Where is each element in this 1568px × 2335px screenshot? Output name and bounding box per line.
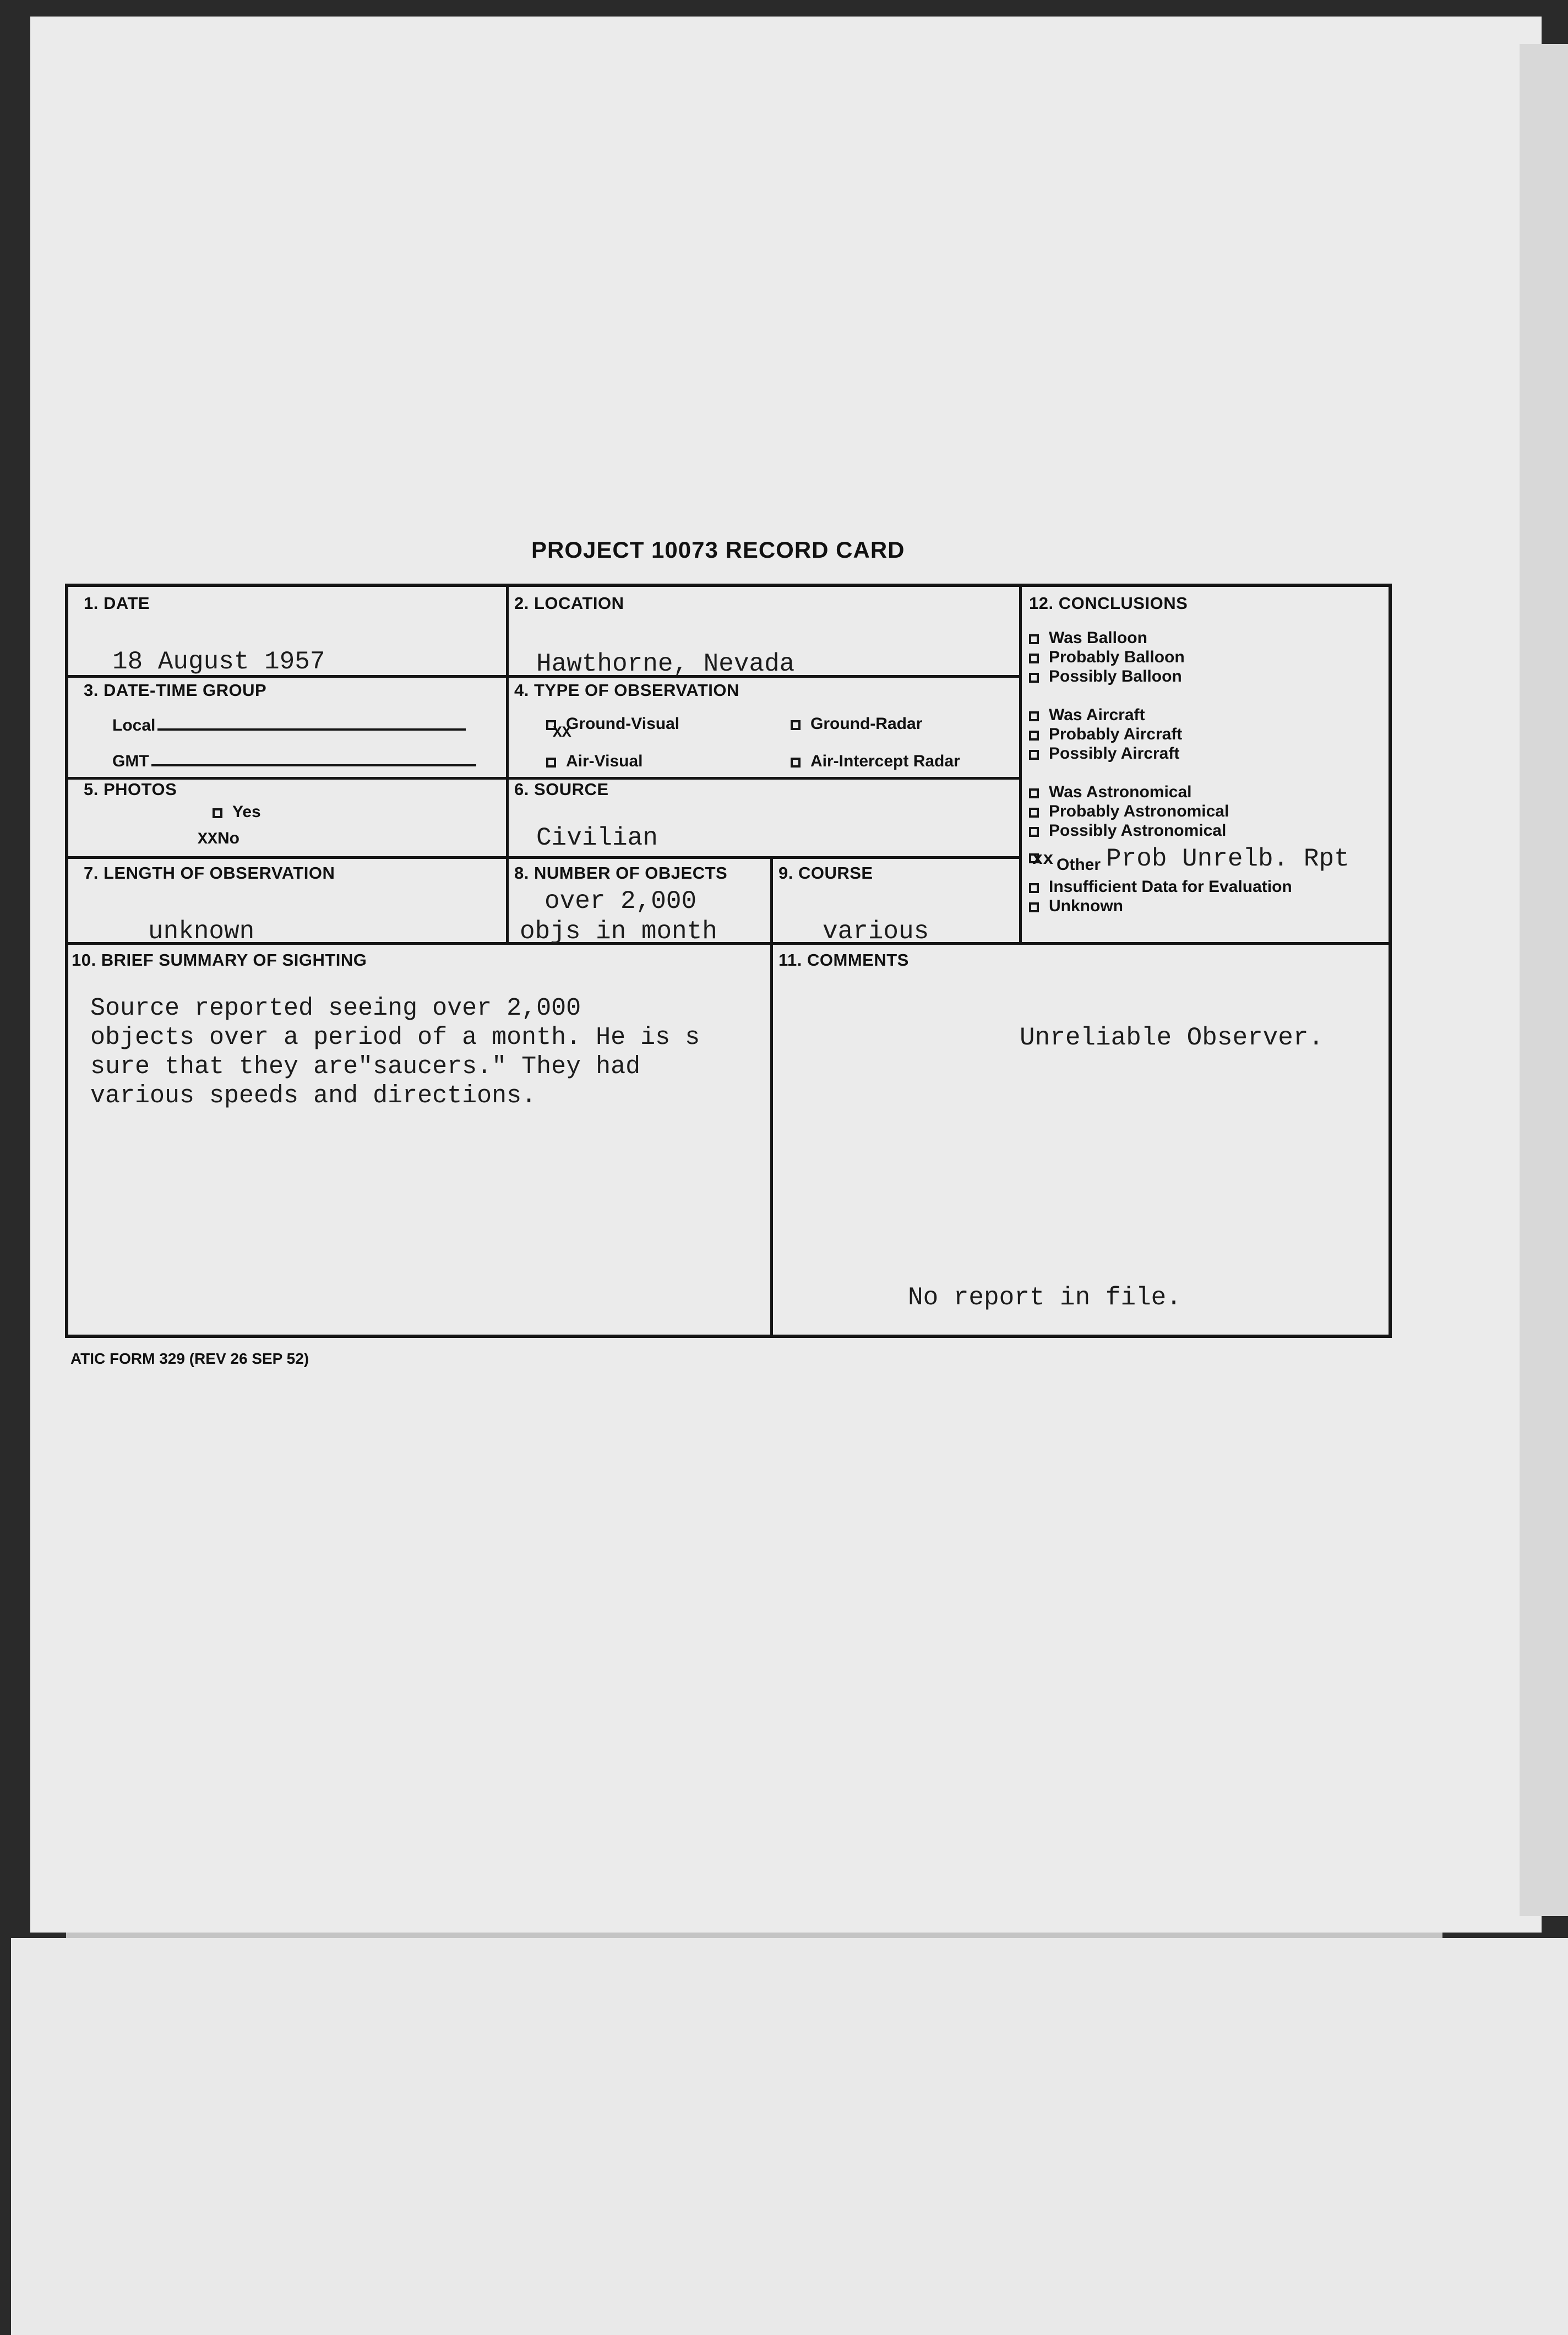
- other-label: Other: [1057, 856, 1101, 874]
- local-field: [112, 716, 466, 735]
- conclusion-insufficient: [1029, 878, 1292, 896]
- other-mark: xx: [1032, 849, 1054, 869]
- photos-label: 5. PHOTOS: [84, 780, 177, 799]
- local-line: [157, 728, 466, 731]
- checkbox-icon: [1029, 673, 1039, 683]
- location-value: Hawthorne, Nevada: [536, 650, 795, 678]
- conclusion-label: Was Balloon: [1049, 629, 1147, 647]
- summary-line: various speeds and directions.: [90, 1082, 537, 1110]
- length-label: 7. LENGTH OF OBSERVATION: [84, 863, 335, 883]
- conclusion-label: Probably Astronomical: [1049, 802, 1229, 820]
- conclusion-label: Unknown: [1049, 897, 1123, 915]
- card-title: PROJECT 10073 RECORD CARD: [531, 537, 905, 563]
- divider: [68, 856, 1022, 859]
- comments-line2: No report in file.: [908, 1283, 1182, 1312]
- photos-yes-option: [213, 803, 261, 821]
- comments-label: 11. COMMENTS: [778, 950, 909, 970]
- photos-no-option: [198, 829, 239, 849]
- date-value: 18 August 1957: [112, 647, 325, 676]
- checkbox-icon: [1029, 731, 1039, 741]
- conclusion-other: [1029, 845, 1349, 874]
- summary-line: Source reported seeing over 2,000: [90, 994, 581, 1022]
- conclusion-item: [1029, 648, 1185, 667]
- checkbox-icon: [1029, 827, 1039, 837]
- checkbox-icon: [1029, 711, 1039, 721]
- ground-radar-label: Ground-Radar: [810, 715, 923, 733]
- air-intercept-radar-label: Air-Intercept Radar: [810, 752, 960, 770]
- local-label: Local: [112, 716, 156, 734]
- divider: [770, 859, 773, 1336]
- gmt-line: [151, 764, 476, 766]
- air-intercept-radar-option: [791, 752, 960, 771]
- conclusion-item: [1029, 667, 1182, 686]
- gmt-field: [112, 752, 476, 771]
- photos-no-mark: XX: [198, 830, 218, 849]
- divider: [506, 587, 509, 942]
- comments-line1: Unreliable Observer.: [1020, 1024, 1324, 1052]
- ground-visual-mark: XX: [553, 725, 571, 742]
- lower-sheet: [11, 1938, 1568, 2335]
- num-objects-line1: over 2,000: [545, 887, 697, 916]
- summary-line: sure that they are"saucers." They had: [90, 1053, 641, 1081]
- conclusion-item: [1029, 783, 1192, 802]
- photos-yes-label: Yes: [232, 803, 261, 821]
- conclusion-item: [1029, 706, 1145, 725]
- conclusion-item: [1029, 725, 1182, 744]
- observation-type-label: 4. TYPE OF OBSERVATION: [514, 681, 739, 700]
- num-objects-line2: objs in month: [520, 917, 717, 946]
- checkbox-icon: [213, 808, 222, 818]
- divider: [68, 942, 1390, 945]
- dtg-label: 3. DATE-TIME GROUP: [84, 681, 267, 700]
- gmt-label: GMT: [112, 752, 149, 770]
- length-value: unknown: [148, 917, 255, 946]
- air-visual-label: Air-Visual: [566, 752, 643, 770]
- conclusion-label: Was Aircraft: [1049, 706, 1145, 724]
- ground-radar-option: [791, 715, 922, 733]
- conclusion-label: Possibly Balloon: [1049, 667, 1182, 685]
- course-value: various: [823, 917, 929, 946]
- conclusion-item: [1029, 802, 1229, 821]
- conclusion-label: Possibly Aircraft: [1049, 744, 1180, 763]
- checkbox-icon: [791, 720, 801, 730]
- form-footer: ATIC FORM 329 (REV 26 SEP 52): [70, 1350, 309, 1367]
- paper-edge: [1520, 44, 1568, 1916]
- conclusion-label: Possibly Astronomical: [1049, 821, 1227, 840]
- conclusions-label: 12. CONCLUSIONS: [1029, 594, 1188, 613]
- conclusion-label: Probably Aircraft: [1049, 725, 1183, 743]
- checkbox-icon: [546, 758, 556, 768]
- conclusion-label: Was Astronomical: [1049, 783, 1192, 801]
- photos-no-label: No: [217, 829, 240, 847]
- conclusion-item: [1029, 744, 1179, 763]
- source-label: 6. SOURCE: [514, 780, 609, 799]
- divider: [1019, 587, 1022, 942]
- checkbox-icon: [1029, 654, 1039, 663]
- conclusion-item: [1029, 629, 1147, 647]
- conclusion-item: [1029, 821, 1226, 840]
- checkbox-icon: [791, 758, 801, 768]
- checkbox-icon: [1029, 634, 1039, 644]
- summary-line: objects over a period of a month. He is s: [90, 1024, 700, 1052]
- source-value: Civilian: [536, 824, 658, 852]
- checkbox-icon: [1029, 808, 1039, 818]
- other-value: Prob Unrelb. Rpt: [1106, 845, 1349, 873]
- checkbox-icon: [1029, 883, 1039, 893]
- course-label: 9. COURSE: [778, 863, 873, 883]
- conclusion-label: Probably Balloon: [1049, 648, 1185, 666]
- location-label: 2. LOCATION: [514, 594, 624, 613]
- date-label: 1. DATE: [84, 594, 150, 613]
- checkbox-icon: [1029, 750, 1039, 760]
- conclusion-label: Insufficient Data for Evaluation: [1049, 878, 1292, 896]
- checkbox-icon: [1029, 902, 1039, 912]
- record-card: [65, 584, 1392, 1338]
- air-visual-option: [546, 752, 643, 771]
- num-objects-label: 8. NUMBER OF OBJECTS: [514, 863, 728, 883]
- conclusion-unknown: [1029, 897, 1123, 916]
- summary-label: 10. BRIEF SUMMARY OF SIGHTING: [72, 950, 367, 970]
- ground-visual-label: Ground-Visual: [566, 715, 680, 733]
- checkbox-icon: [1029, 788, 1039, 798]
